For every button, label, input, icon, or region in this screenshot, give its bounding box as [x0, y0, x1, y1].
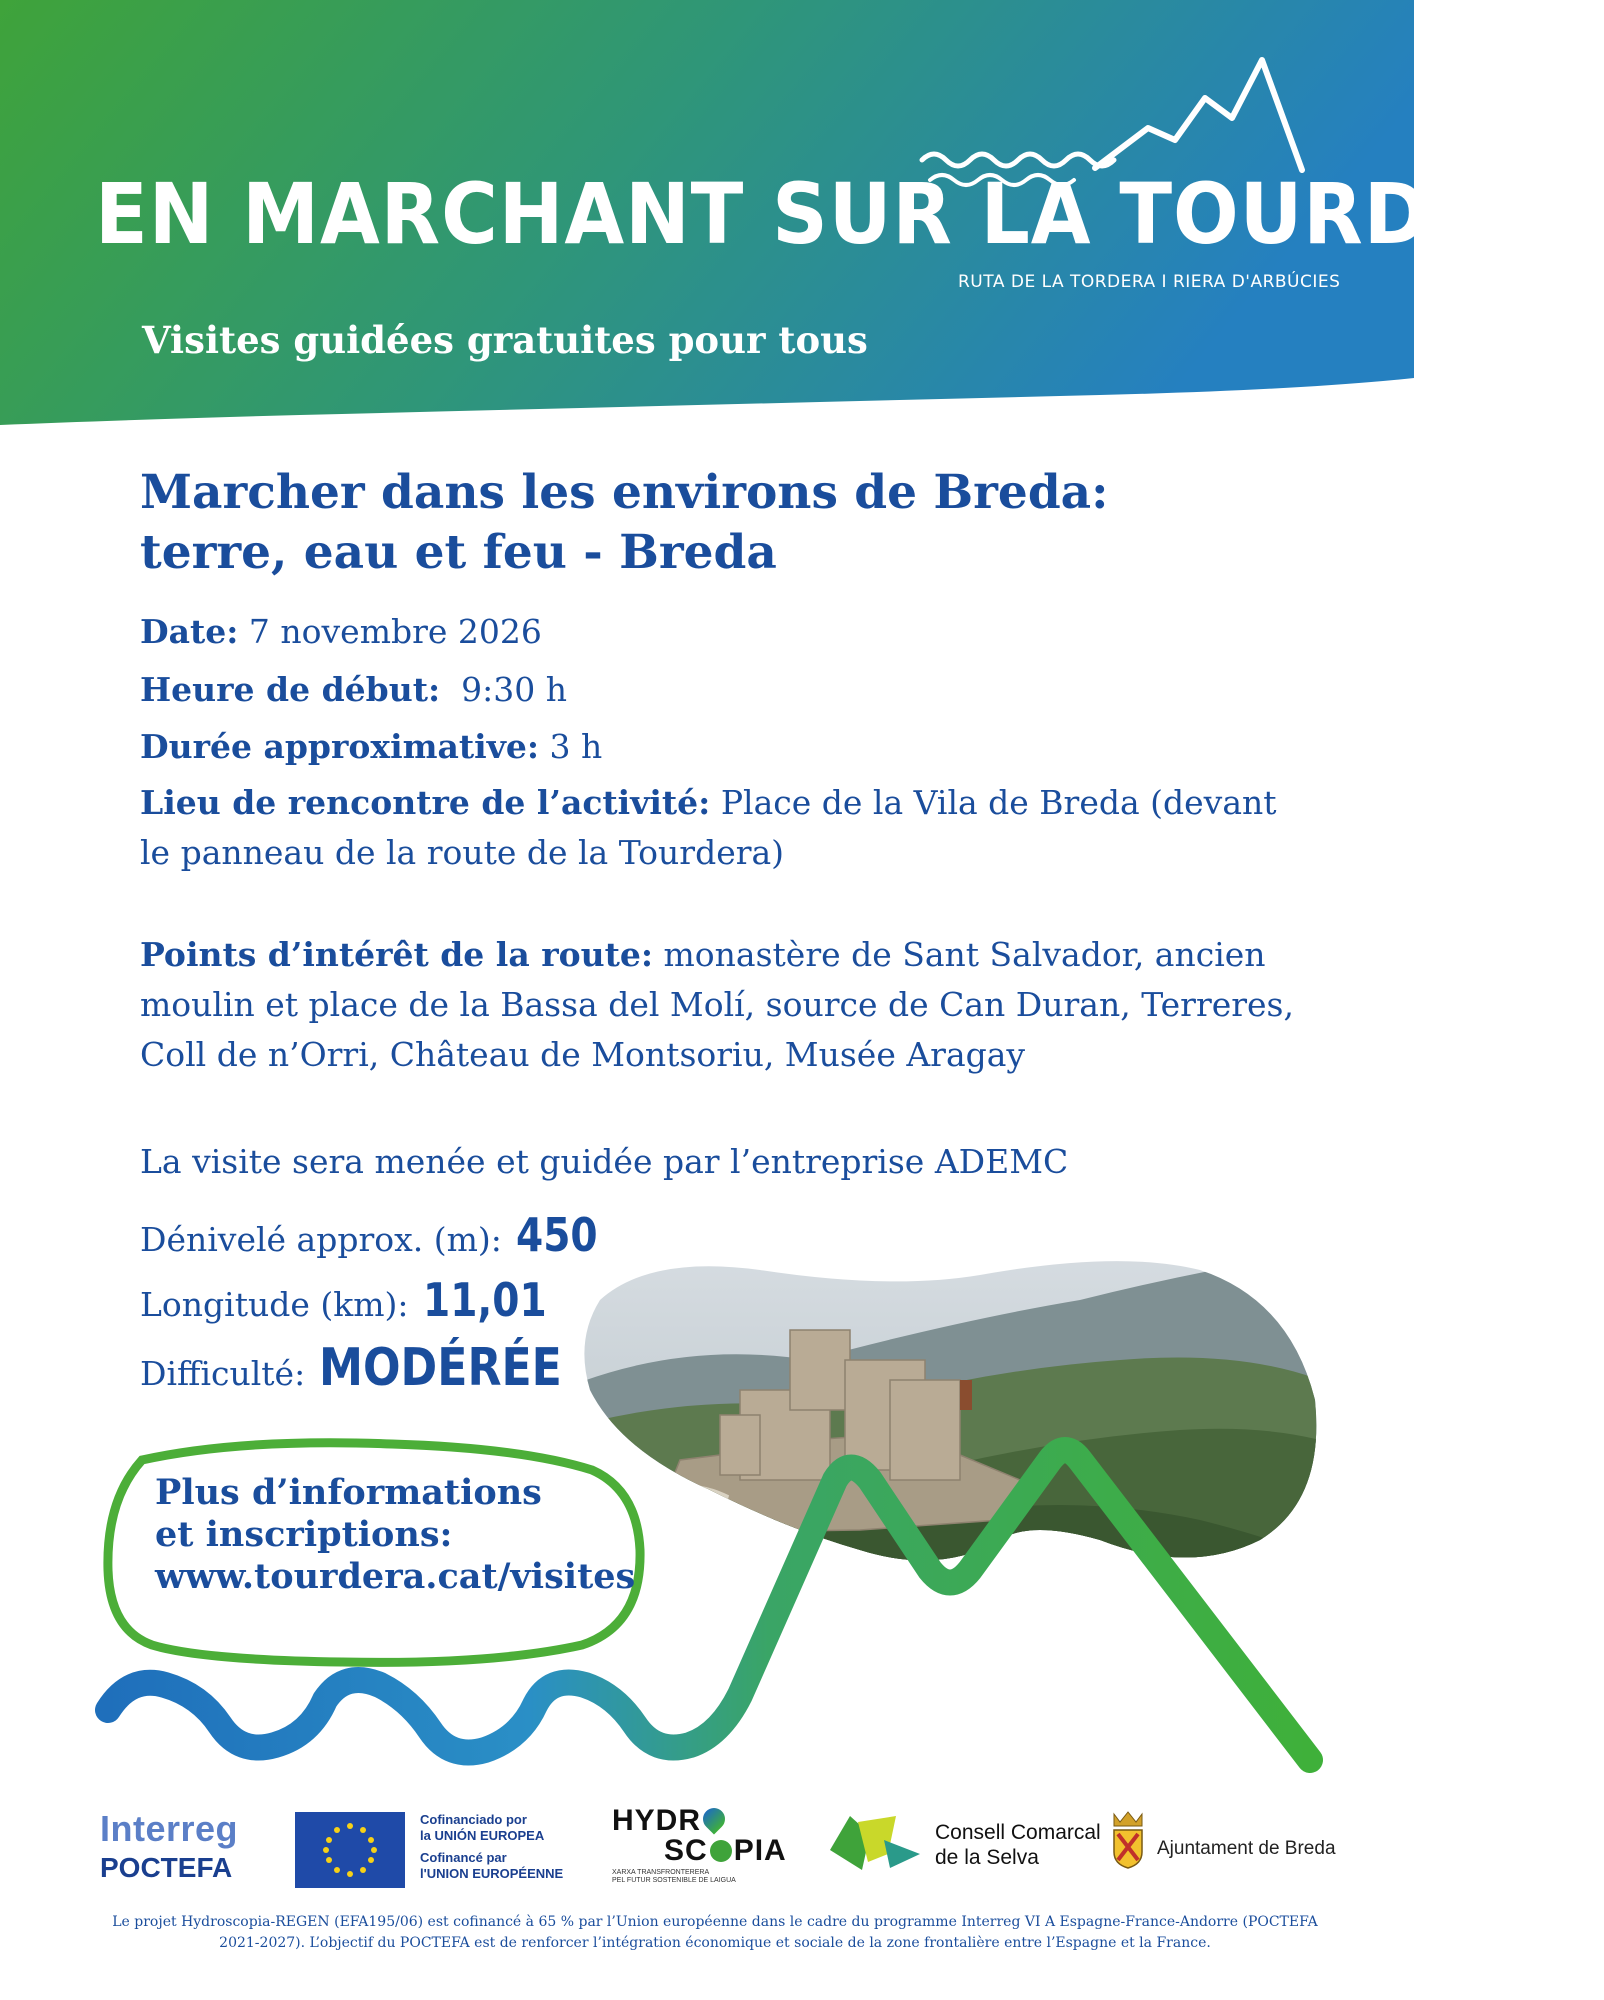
meeting-point-value: Place de la Vila de Breda (devant le panneau de la route de la Tourdera)	[140, 783, 1277, 872]
ajuntament-breda-logo: Ajuntament de Breda	[1157, 1838, 1336, 1859]
points-of-interest-label: Points d’intérêt de la route:	[140, 935, 653, 974]
hydroscopia-logo: HYDR SC PIA XARXA TRANSFRONTERERA PEL FUTUR SOSTENIBLE DE LAIGUA	[612, 1804, 787, 1884]
duration-label: Durée approximative:	[140, 727, 540, 766]
eu-cofinancing-text: Cofinanciado por la UNIÓN EUROPEA Cofinancé par l'UNION EUROPÉENNE	[420, 1812, 564, 1881]
duration-row	[140, 722, 1300, 772]
globe-icon	[710, 1840, 732, 1862]
interreg-logo: Interreg POCTEFA	[100, 1808, 239, 1883]
start-time-label: Heure de début:	[140, 670, 441, 709]
water-drop-icon	[698, 1803, 729, 1834]
guide-text: La visite sera menée et guidée par l’entreprise ADEMC	[140, 1142, 1069, 1181]
elevation-value: 450	[515, 1208, 598, 1262]
meeting-point-label: Lieu de rencontre de l’activité:	[140, 783, 711, 822]
duration-value: 3 h	[549, 727, 603, 766]
event-title	[140, 463, 1290, 583]
date-row	[140, 607, 1300, 657]
difficulty-value: MODÉRÉE	[319, 1338, 563, 1398]
length-value: 11,01	[422, 1273, 547, 1327]
points-of-interest-value: monastère de Sant Salvador, ancien moulin et place de la Bassa del Molí, source de Can Duran, Terreres, Coll de n’Orri, Château de Montsoriu, Musée Aragay	[140, 935, 1294, 1074]
elevation-row	[140, 1208, 612, 1262]
length-row	[140, 1273, 568, 1327]
date-label: Date:	[140, 612, 239, 651]
start-time-value: 9:30 h	[461, 670, 568, 709]
event-title-line2: terre, eau et feu - Breda	[140, 525, 777, 580]
date-value: 7 novembre 2026	[248, 612, 542, 651]
header-tagline: Visites guidées gratuites pour tous	[142, 318, 868, 362]
consell-comarcal-icon	[828, 1810, 923, 1872]
difficulty-label: Difficulté:	[140, 1354, 306, 1393]
footer-note: Le projet Hydroscopia-REGEN (EFA195/06) est cofinancé à 65 % par l’Union européenne dans le cadre du programme Interreg VI A Espagne-France-Andorre (POCTEFA 2021-2027). L’objectif du POCTEFA est de renforcer l’intégration économique et sociale de la zone frontalière entre l’Espagne et la France.	[112, 1914, 1318, 1951]
length-label: Longitude (km):	[140, 1285, 409, 1324]
breda-coat-of-arms-icon	[1108, 1810, 1148, 1870]
start-time-row	[140, 665, 1300, 715]
info-box-url-link[interactable]: www.tourdera.cat/visites	[155, 1556, 636, 1597]
info-box-line2: et inscriptions:	[155, 1514, 453, 1555]
info-box-line1: Plus d’informations	[155, 1472, 542, 1513]
eu-flag-icon	[295, 1812, 405, 1888]
header-subtitle: RUTA DE LA TORDERA I RIERA D'ARBÚCIES	[958, 272, 1341, 292]
header-title: EN MARCHANT SUR LA TOURDERA	[95, 165, 1604, 263]
consell-comarcal-logo: Consell Comarcal de la Selva	[935, 1821, 1101, 1869]
header-banner	[0, 0, 1604, 425]
meeting-point-row	[140, 778, 1300, 878]
info-box	[155, 1472, 635, 1598]
elevation-label: Dénivelé approx. (m):	[140, 1220, 502, 1259]
points-of-interest-row	[140, 930, 1300, 1080]
event-title-line1: Marcher dans les environs de Breda:	[140, 465, 1109, 520]
